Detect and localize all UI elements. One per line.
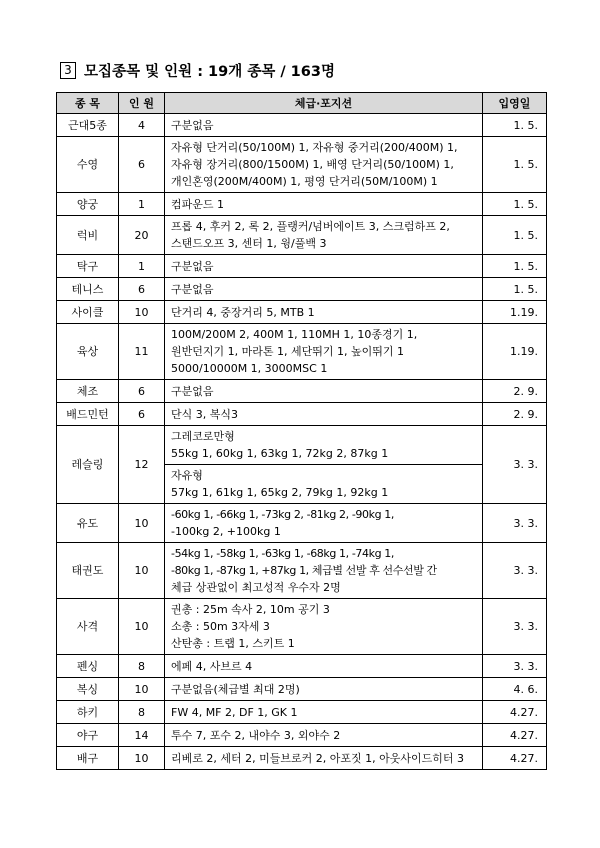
detail-line: 구분없음(체급별 최대 2명) <box>171 682 300 696</box>
table-row <box>57 655 547 678</box>
detail-line: 리베로 2, 세터 2, 미들브로커 2, 아포짓 1, 아웃사이드히터 3 <box>171 751 464 765</box>
sport-cell: 레슬링 <box>57 426 119 504</box>
table-row <box>57 216 547 255</box>
date-cell: 4.27. <box>483 724 547 747</box>
section-heading <box>60 60 335 81</box>
date-cell: 1.19. <box>483 324 547 380</box>
detail-line: 자유형 장거리(800/1500M) 1, 배영 단거리(50/100M) 1, <box>171 158 454 171</box>
header-weight-position: 체급·포지션 <box>165 93 483 114</box>
sport-cell: 하키 <box>57 701 119 724</box>
detail-cell <box>165 724 483 747</box>
detail-cell <box>165 678 483 701</box>
detail-cell <box>165 193 483 216</box>
detail-line: 단거리 4, 중장거리 5, MTB 1 <box>171 305 315 319</box>
count-cell: 14 <box>119 724 165 747</box>
detail-cell <box>165 324 483 380</box>
table-row <box>57 137 547 193</box>
detail-line: 산탄총 : 트랩 1, 스키트 1 <box>171 637 295 650</box>
sport-cell: 근대5종 <box>57 114 119 137</box>
detail-line: 구분없음 <box>171 384 214 398</box>
count-cell: 6 <box>119 380 165 403</box>
sport-cell: 배드민턴 <box>57 403 119 426</box>
table-header-row <box>57 93 547 114</box>
detail-line: 자유형 <box>171 469 203 482</box>
section-number: 3 <box>60 62 76 79</box>
sport-cell: 테니스 <box>57 278 119 301</box>
count-cell: 10 <box>119 599 165 655</box>
sport-cell: 태권도 <box>57 543 119 599</box>
table-row <box>57 724 547 747</box>
date-cell: 4.27. <box>483 701 547 724</box>
date-cell: 2. 9. <box>483 403 547 426</box>
header-sport: 종 목 <box>57 93 119 114</box>
table-row <box>57 380 547 403</box>
count-cell: 10 <box>119 301 165 324</box>
detail-cell <box>165 216 483 255</box>
detail-subgroup <box>165 426 482 464</box>
count-cell: 20 <box>119 216 165 255</box>
date-cell: 1. 5. <box>483 278 547 301</box>
date-cell: 1.19. <box>483 301 547 324</box>
table-row <box>57 324 547 380</box>
detail-line: 프롭 4, 후커 2, 록 2, 플랭커/넘버에이트 3, 스크럼하프 2, <box>171 220 450 233</box>
detail-cell <box>165 278 483 301</box>
detail-cell <box>165 403 483 426</box>
header-count: 인 원 <box>119 93 165 114</box>
detail-cell <box>165 380 483 403</box>
table-row <box>57 278 547 301</box>
detail-line: 55kg 1, 60kg 1, 63kg 1, 72kg 2, 87kg 1 <box>171 447 389 460</box>
detail-line: 개인혼영(200M/400M) 1, 평영 단거리(50M/100M) 1 <box>171 175 438 188</box>
detail-line: 구분없음 <box>171 118 214 132</box>
date-cell: 3. 3. <box>483 426 547 504</box>
count-cell: 11 <box>119 324 165 380</box>
date-cell: 4. 6. <box>483 678 547 701</box>
section-title: 모집종목 및 인원 : 19개 종목 / 163명 <box>84 64 335 80</box>
detail-line: 구분없음 <box>171 259 214 273</box>
count-cell: 10 <box>119 543 165 599</box>
date-cell: 1. 5. <box>483 193 547 216</box>
date-cell: 2. 9. <box>483 380 547 403</box>
detail-subgroup <box>165 464 482 503</box>
sport-cell: 사격 <box>57 599 119 655</box>
date-cell: 1. 5. <box>483 255 547 278</box>
detail-line: 권총 : 25m 속사 2, 10m 공기 3 <box>171 603 330 616</box>
count-cell: 1 <box>119 255 165 278</box>
table-row <box>57 426 547 504</box>
table-row <box>57 543 547 599</box>
detail-line: 그레코로만형 <box>171 430 235 443</box>
sport-cell: 체조 <box>57 380 119 403</box>
detail-line: -54kg 1, -58kg 1, -63kg 1, -68kg 1, -74kg 1, <box>171 547 394 560</box>
table-row <box>57 301 547 324</box>
table-row <box>57 504 547 543</box>
detail-line: 구분없음 <box>171 282 214 296</box>
date-cell: 3. 3. <box>483 599 547 655</box>
count-cell: 6 <box>119 403 165 426</box>
detail-line: 스탠드오프 3, 센터 1, 윙/풀백 3 <box>171 237 327 250</box>
count-cell: 10 <box>119 504 165 543</box>
count-cell: 8 <box>119 655 165 678</box>
sport-cell: 사이클 <box>57 301 119 324</box>
detail-line: 57kg 1, 61kg 1, 65kg 2, 79kg 1, 92kg 1 <box>171 486 389 499</box>
detail-line: 소총 : 50m 3자세 3 <box>171 620 270 633</box>
sport-cell: 배구 <box>57 747 119 770</box>
detail-line: 100M/200M 2, 400M 1, 110MH 1, 10종경기 1, <box>171 328 418 341</box>
detail-line: 에페 4, 사브르 4 <box>171 659 253 673</box>
detail-cell <box>165 114 483 137</box>
detail-line: 원반던지기 1, 마라톤 1, 세단뛰기 1, 높이뛰기 1 <box>171 345 404 358</box>
detail-cell <box>165 599 483 655</box>
date-cell: 1. 5. <box>483 216 547 255</box>
detail-cell <box>165 747 483 770</box>
table-row <box>57 114 547 137</box>
detail-cell <box>165 701 483 724</box>
count-cell: 6 <box>119 137 165 193</box>
sport-cell: 육상 <box>57 324 119 380</box>
sport-cell: 양궁 <box>57 193 119 216</box>
detail-line: 투수 7, 포수 2, 내야수 3, 외야수 2 <box>171 728 341 742</box>
detail-line: 단식 3, 복식3 <box>171 407 238 421</box>
sport-cell: 복싱 <box>57 678 119 701</box>
detail-cell <box>165 255 483 278</box>
detail-cell <box>165 655 483 678</box>
date-cell: 3. 3. <box>483 655 547 678</box>
count-cell: 12 <box>119 426 165 504</box>
detail-line: 컴파운드 1 <box>171 197 224 211</box>
count-cell: 4 <box>119 114 165 137</box>
table-row <box>57 255 547 278</box>
count-cell: 10 <box>119 678 165 701</box>
table-row <box>57 403 547 426</box>
detail-cell <box>165 301 483 324</box>
detail-cell <box>165 543 483 599</box>
sport-cell: 탁구 <box>57 255 119 278</box>
detail-line: 자유형 단거리(50/100M) 1, 자유형 중거리(200/400M) 1, <box>171 141 458 154</box>
recruitment-table <box>56 92 547 770</box>
header-enlistment-date: 입영일 <box>483 93 547 114</box>
count-cell: 10 <box>119 747 165 770</box>
count-cell: 8 <box>119 701 165 724</box>
table-row <box>57 599 547 655</box>
detail-line: 체급 상관없이 최고성적 우수자 2명 <box>171 581 341 594</box>
detail-cell <box>165 504 483 543</box>
detail-line: -100kg 2, +100kg 1 <box>171 525 281 538</box>
sport-cell: 유도 <box>57 504 119 543</box>
table-row <box>57 701 547 724</box>
detail-cell <box>165 426 483 504</box>
detail-line: -60kg 1, -66kg 1, -73kg 2, -81kg 2, -90kg 1, <box>171 508 394 521</box>
date-cell: 3. 3. <box>483 504 547 543</box>
count-cell: 1 <box>119 193 165 216</box>
detail-line: -80kg 1, -87kg 1, +87kg 1, 체급별 선발 후 선수선발 간 <box>171 564 437 577</box>
count-cell: 6 <box>119 278 165 301</box>
sport-cell: 수영 <box>57 137 119 193</box>
detail-line: 5000/10000M 1, 3000MSC 1 <box>171 362 328 375</box>
table-row <box>57 747 547 770</box>
table-row <box>57 678 547 701</box>
date-cell: 1. 5. <box>483 137 547 193</box>
sport-cell: 럭비 <box>57 216 119 255</box>
date-cell: 3. 3. <box>483 543 547 599</box>
detail-line: FW 4, MF 2, DF 1, GK 1 <box>171 705 298 719</box>
detail-cell <box>165 137 483 193</box>
sport-cell: 야구 <box>57 724 119 747</box>
date-cell: 4.27. <box>483 747 547 770</box>
sport-cell: 펜싱 <box>57 655 119 678</box>
table-row <box>57 193 547 216</box>
date-cell: 1. 5. <box>483 114 547 137</box>
